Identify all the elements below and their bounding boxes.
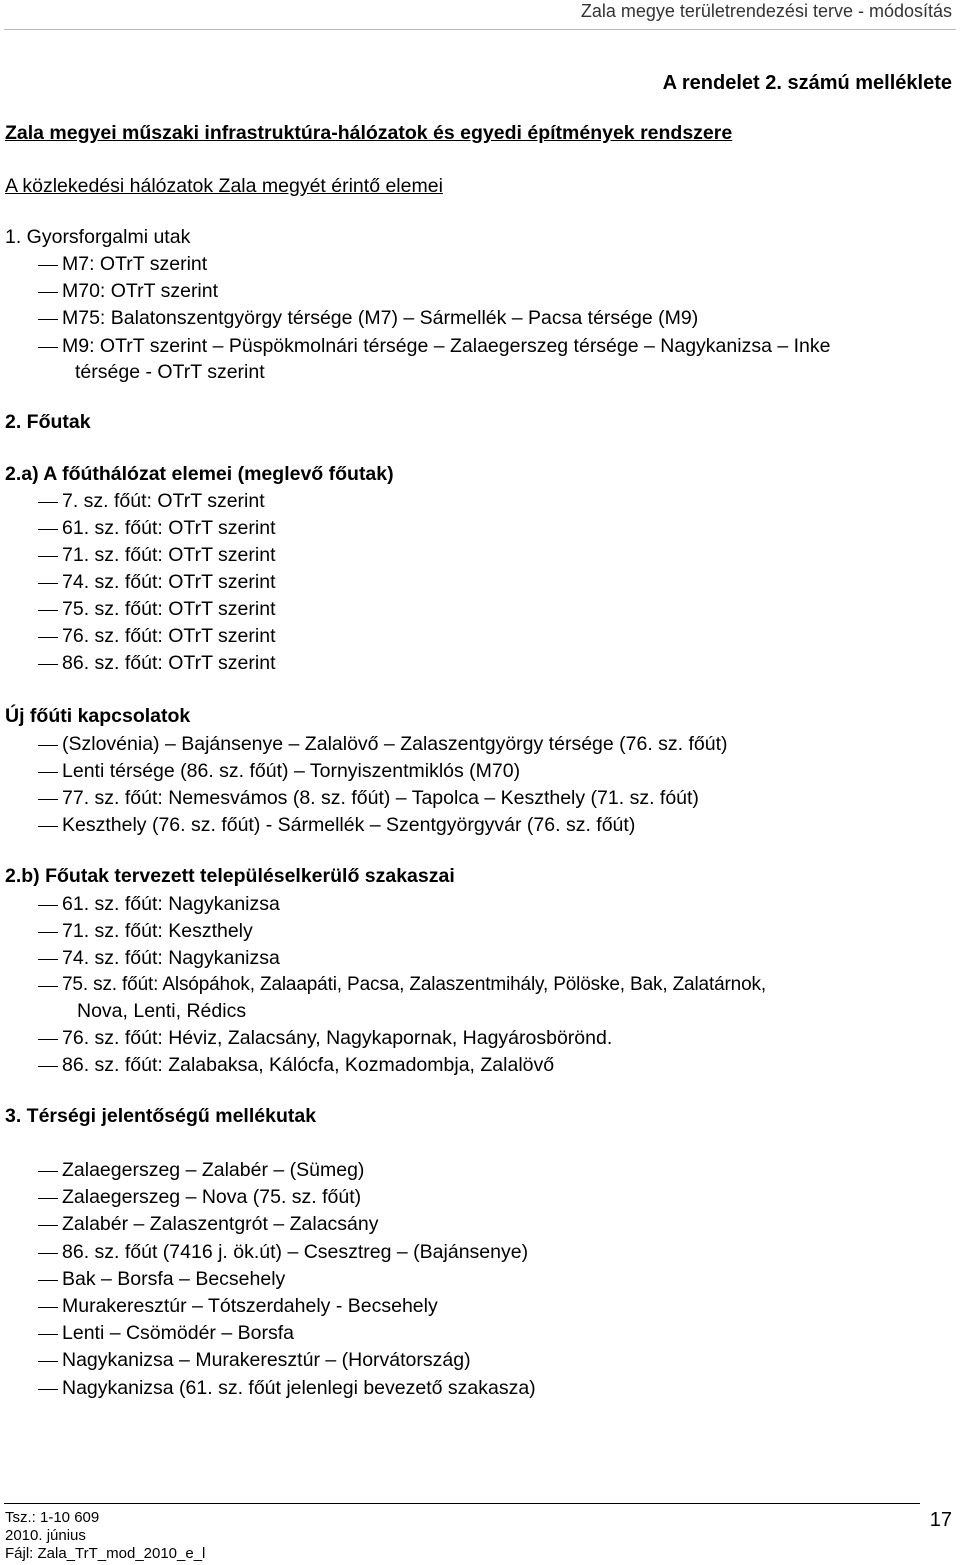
dash-bullet: [38, 1334, 58, 1335]
dash-bullet: [38, 556, 58, 557]
dash-bullet: [38, 319, 58, 320]
dash-bullet: [38, 986, 58, 987]
footer-tsz: Tsz.: 1-10 609: [5, 1509, 100, 1526]
dash-bullet: [38, 1171, 58, 1172]
dash-bullet: [38, 502, 58, 503]
dash-bullet: [38, 905, 58, 906]
dash-bullet: [38, 1066, 58, 1067]
dash-bullet: [38, 292, 58, 293]
dash-bullet: [38, 347, 58, 348]
footer-date: 2010. június: [5, 1527, 86, 1544]
dash-bullet: [38, 1307, 58, 1308]
dash-bullet: [38, 1225, 58, 1226]
dash-bullet: [38, 1389, 58, 1390]
dash-bullet: [38, 932, 58, 933]
page-title: Zala megyei műszaki infrastruktúra-hálózatok és egyedi építmények rendszere: [5, 122, 733, 144]
header-divider: [4, 29, 956, 30]
dash-bullet: [38, 799, 58, 800]
dash-bullet: [38, 772, 58, 773]
dash-bullet: [38, 265, 58, 266]
footer-divider: [4, 1503, 920, 1504]
dash-bullet: [38, 1253, 58, 1254]
dash-bullet: [38, 1361, 58, 1362]
new-links-heading: Új főúti kapcsolatok: [5, 705, 191, 727]
page-number: 17: [929, 1509, 952, 1531]
section1-heading: 1. Gyorsforgalmi utak: [5, 226, 191, 248]
section2-heading: 2. Főutak: [5, 411, 91, 433]
dash-bullet: [38, 1198, 58, 1199]
section2a-heading: 2.a) A főúthálózat elemei (meglevő főutak): [5, 463, 394, 485]
footer-file: Fájl: Zala_TrT_mod_2010_e_l: [5, 1545, 206, 1562]
dash-bullet: [38, 664, 58, 665]
section3-heading: 3. Térségi jelentőségű mellékutak: [5, 1105, 317, 1127]
page-subtitle: A közlekedési hálózatok Zala megyét érintő elemei: [5, 175, 443, 197]
dash-bullet: [38, 637, 58, 638]
dash-bullet: [38, 959, 58, 960]
dash-bullet: [38, 1280, 58, 1281]
document-header-title: Zala megye területrendezési terve - módosítás: [580, 1, 952, 21]
section2b-heading: 2.b) Főutak tervezett településelkerülő szakaszai: [5, 865, 455, 887]
dash-bullet: [38, 826, 58, 827]
dash-bullet: [38, 529, 58, 530]
dash-bullet: [38, 610, 58, 611]
dash-bullet: [38, 1039, 58, 1040]
dash-bullet: [38, 583, 58, 584]
annex-label: A rendelet 2. számú melléklete: [662, 72, 952, 94]
dash-bullet: [38, 745, 58, 746]
